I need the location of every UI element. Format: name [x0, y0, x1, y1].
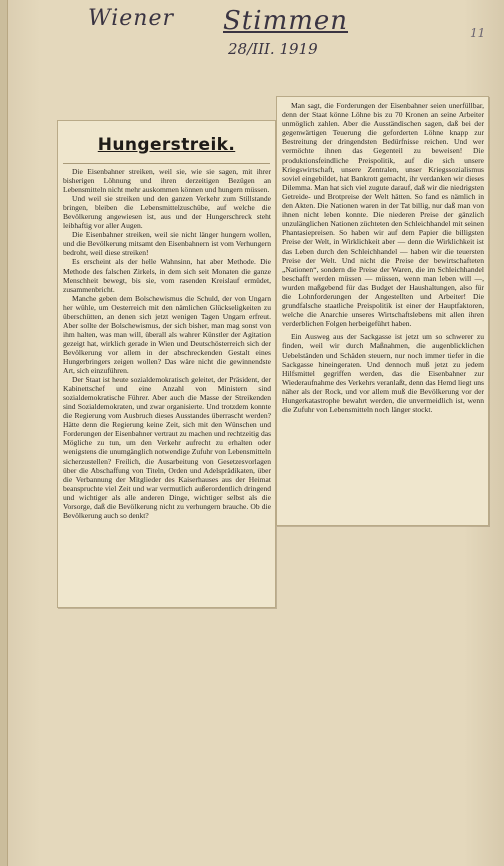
paragraph-a-6: Der Staat ist heute sozialdemokratisch geleitet, der Präsident, der Kabinettschef und eine Anzahl von Ministern sind sozialdemokratische Führer. Aber auch die Masse der Streikenden sind Sozialdemokraten, und zwar organisierte. Und trotzdem konnte die Regierung vom Ausbruch dieses Ausstandes überrascht werden? Hätte denn die Regierung keine Zeit, sich mit den Wünschen und Forderungen der Eisenbahner vertraut zu machen und rechtzeitig das Mögliche zu tun, um den Verkehr aufrecht zu erhalten oder wenigstens die unumgänglich notwendige Zufuhr von Lebensmitteln sicherzustellen? Freilich, die Ausarbeitung von Gesetzesvorlagen über die Abschaffung von Titeln, Orden und Adelsprädikaten, über die Verbannung der Mitglieder des Kaiserhauses aus der Heimat beanspruchte viel Zeit und war vermutlich außerordentlich dringend und wichtiger als alle anderen Dinge, wichtiger selbst als die Vorsorge, daß die Bevölkerung nicht zu verhungern brauche. Ob die Bevölkerung auch so denkt? [63, 375, 271, 520]
binding-edge [0, 0, 8, 866]
clipping-left-column [57, 120, 276, 608]
paragraph-a-1: Die Eisenbahner streiken, weil sie, wie sie sagen, mit ihrer bisherigen Löhnung und ihren derzeitigen Bezügen an Lebensmitteln nicht mehr auskommen können und hungern müssen. [63, 167, 271, 195]
clipping-right-column [276, 96, 489, 526]
paragraph-a-2: Und weil sie streiken und den ganzen Verkehr zum Stillstande bringen, bleiben die Lebensmittelzuschübe, auf welche die Bevölkerung angewiesen ist, aus und der Hungerschreck steht leibhaftig vor aller Augen. [63, 194, 271, 231]
article-headline: Hungerstreik. [97, 135, 236, 155]
paragraph-b-1: Man sagt, die Forderungen der Eisenbahner seien unerfüllbar, denn der Staat könne Löhne bis zu 70 Kronen an seine Arbeiter unmöglich zahlen. Aber die Ausständischen sagen, daß bei der gegenwärtigen Teuerung die geforderten Löhne knapp zur Bestreitung der dringendsten Bedürfnisse reichen. Und wer vermöchte ihnen das Gegenteil zu beweisen! Die produktionsfeindliche Preispolitik, auf die sich unsere Kriegswirtschaft, unsere Zentralen, unser Kriegssozialismus soviel eingebildet, hat Bankrott gemacht, ihr verdanken wir dieses Dilemma. Man hat sich viel zugute darauf, daß wir die niedrigsten Getreide- und Brotpreise der Welt hätten. So fand es nämlich in den Akten. Die Nationen waren in der Tat billig, nur daß man von ihnen nicht leben konnte. Die niederen Preise der gänzlich unzulänglichen Nationen züchteten den Schleichhandel mit seinen Phantasiepreisen. So haben wir auf dem Papier die billigsten Preise der Welt, in Wirklichkeit aber — denn die Wirklichkeit ist das Leben durch den Schleichhandel — haben wir die teuersten Preise der Welt. Und nicht die Preise der bewirtschafteten „Nationen“, sondern die Preise der Waren, die im Schleichhandel beschafft werden müssen — müssen, wenn man leben will —, wurden maßgebend für das Budget der Haushaltungen, also für die Lohnforderungen der Angestellten und Arbeiter! Die grundfalsche staatliche Preispolitik ist einer der Hauptfaktoren, welche die Anarchie unseres Wirtschaftslebens mit allen ihren verderblichen Folgen herbeigeführt haben. [282, 101, 484, 329]
paragraph-a-3: Die Eisenbahner streiken, weil sie nicht länger hungern wollen, und die Bevölkerung mitsamt den Eisenbahnern ist vom Verhungern bedroht, weil diese streiken! [63, 230, 271, 258]
paragraph-a-4: Es erscheint als der helle Wahnsinn, hat aber Methode. Die Methode des falschen Zirkels, in dem sich seit Monaten die ganze Menschheit bewegt, bis sie, vom rasenden Kreislauf ermüdet, zusammenbricht. [63, 257, 271, 294]
paragraph-b-2: Ein Ausweg aus der Sackgasse ist jetzt um so schwerer zu finden, weil wir durch Maßnahmen, die augenblicklichen Uebelständen und Schäden steuern, nur noch immer tiefer in die Sackgasse hineingeraten. Und dennoch muß jetzt zu jedem Hilfsmittel gegriffen werden, das die Eisenbahner zur Wiederaufnahme des Verkehrs veranlaßt, denn das Hemd liegt uns näher als der Rock, und vor allem muß die Bevölkerung vor der Hungerkatastrophe bewahrt werden, die unvermeidlich ist, wenn die Zufuhr von Lebensmitteln noch länger stockt. [282, 332, 484, 415]
handwritten-date: 28/III. 1919 [228, 40, 318, 58]
handwritten-source: Wiener [88, 6, 174, 31]
headline-rule [63, 163, 270, 164]
corner-mark: 11 [470, 26, 486, 40]
paragraph-a-5: Manche geben dem Bolschewismus die Schuld, der von Ungarn her wühle, um Oesterreich mit den nämlichen Glückseligkeiten zu überschütten, an denen sich jetzt wenigen Tagen Ungarn erfreut. Aber sollte der Bolschewismus, der sich bisher, man mag sonst von ihm halten, was man will, überall als wahrer Künstler der Agitation gezeigt hat, wirklich gerade in Wien und Deutschösterreich sich der Bevölkerung vor allem in der abschreckenden Gestalt eines Hungerbringers zeigen wollen? Das wäre nicht die gewinnendste Art, sich einzuführen. [63, 293, 271, 376]
handwritten-newspaper-title: Stimmen [223, 6, 349, 36]
